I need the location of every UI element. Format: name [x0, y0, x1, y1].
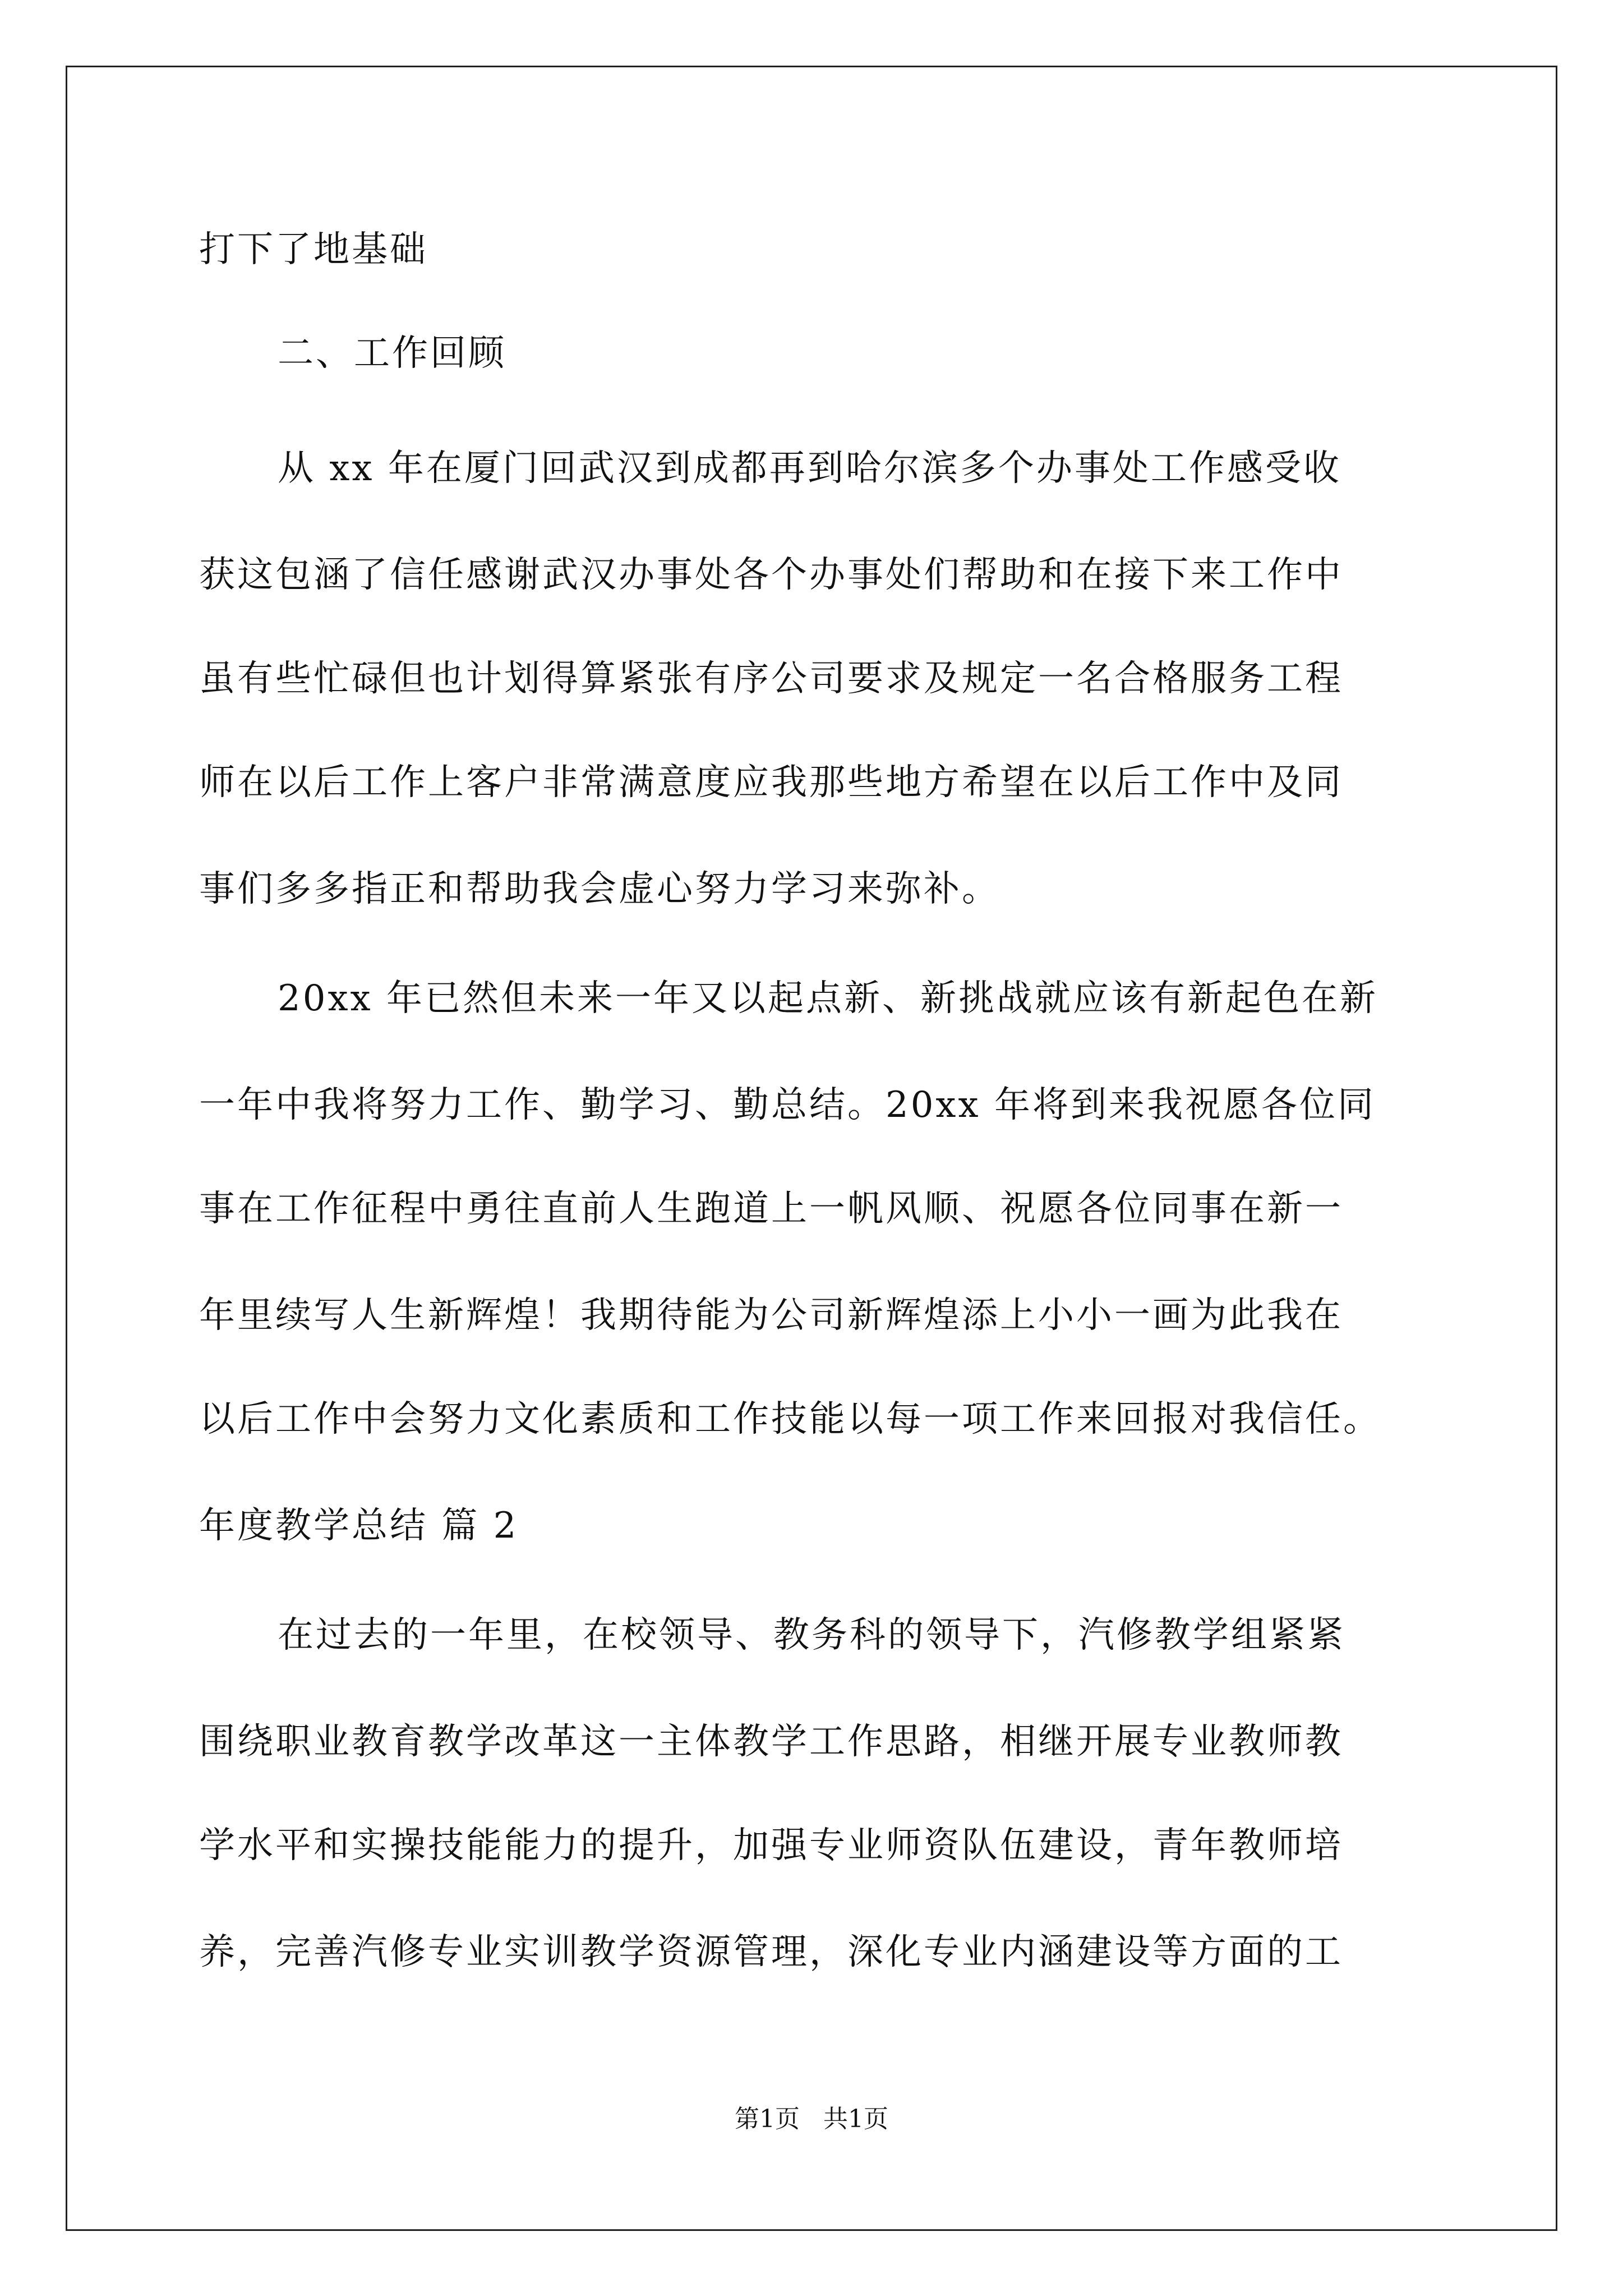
body-line: 围绕职业教育教学改革这一主体教学工作思路，相继开展专业教师教 [199, 1721, 1343, 1763]
body-line: 获这包涵了信任感谢武汉办事处各个办事处们帮助和在接下来工作中 [199, 554, 1343, 596]
page-footer: 第1页 共1页 [735, 2105, 888, 2133]
section-title: 年度教学总结 篇 2 [199, 1505, 519, 1547]
body-line: 虽有些忙碌但也计划得算紧张有序公司要求及规定一名合格服务工程 [199, 658, 1343, 700]
body-line: 在过去的一年里，在校领导、教务科的领导下，汽修教学组紧紧 [278, 1614, 1345, 1656]
body-line: 一年中我将努力工作、勤学习、勤总结。20xx 年将到来我祝愿各位同 [199, 1084, 1376, 1126]
body-line: 养，完善汽修专业实训教学资源管理，深化专业内涵建设等方面的工 [199, 1931, 1343, 1973]
body-line: 以后工作中会努力文化素质和工作技能以每一项工作来回报对我信任。 [199, 1398, 1381, 1440]
body-line: 事们多多指正和帮助我会虚心努力学习来弥补。 [199, 868, 1000, 910]
section-heading: 二、工作回顾 [278, 333, 506, 374]
body-line: 事在工作征程中勇往直前人生跑道上一帆风顺、祝愿各位同事在新一 [199, 1188, 1343, 1230]
body-line: 师在以后工作上客户非常满意度应我那些地方希望在以后工作中及同 [199, 762, 1343, 803]
body-line: 学水平和实操技能能力的提升，加强专业师资队伍建设，青年教师培 [199, 1825, 1343, 1866]
body-line: 20xx 年已然但未来一年又以起点新、新挑战就应该有新起色在新 [278, 978, 1378, 1019]
body-line: 打下了地基础 [199, 229, 428, 270]
page-border [66, 66, 1557, 2231]
body-line: 年里续写人生新辉煌！我期待能为公司新辉煌添上小小一画为此我在 [199, 1295, 1343, 1336]
body-line: 从 xx 年在厦门回武汉到成都再到哈尔滨多个办事处工作感受收 [278, 448, 1341, 489]
